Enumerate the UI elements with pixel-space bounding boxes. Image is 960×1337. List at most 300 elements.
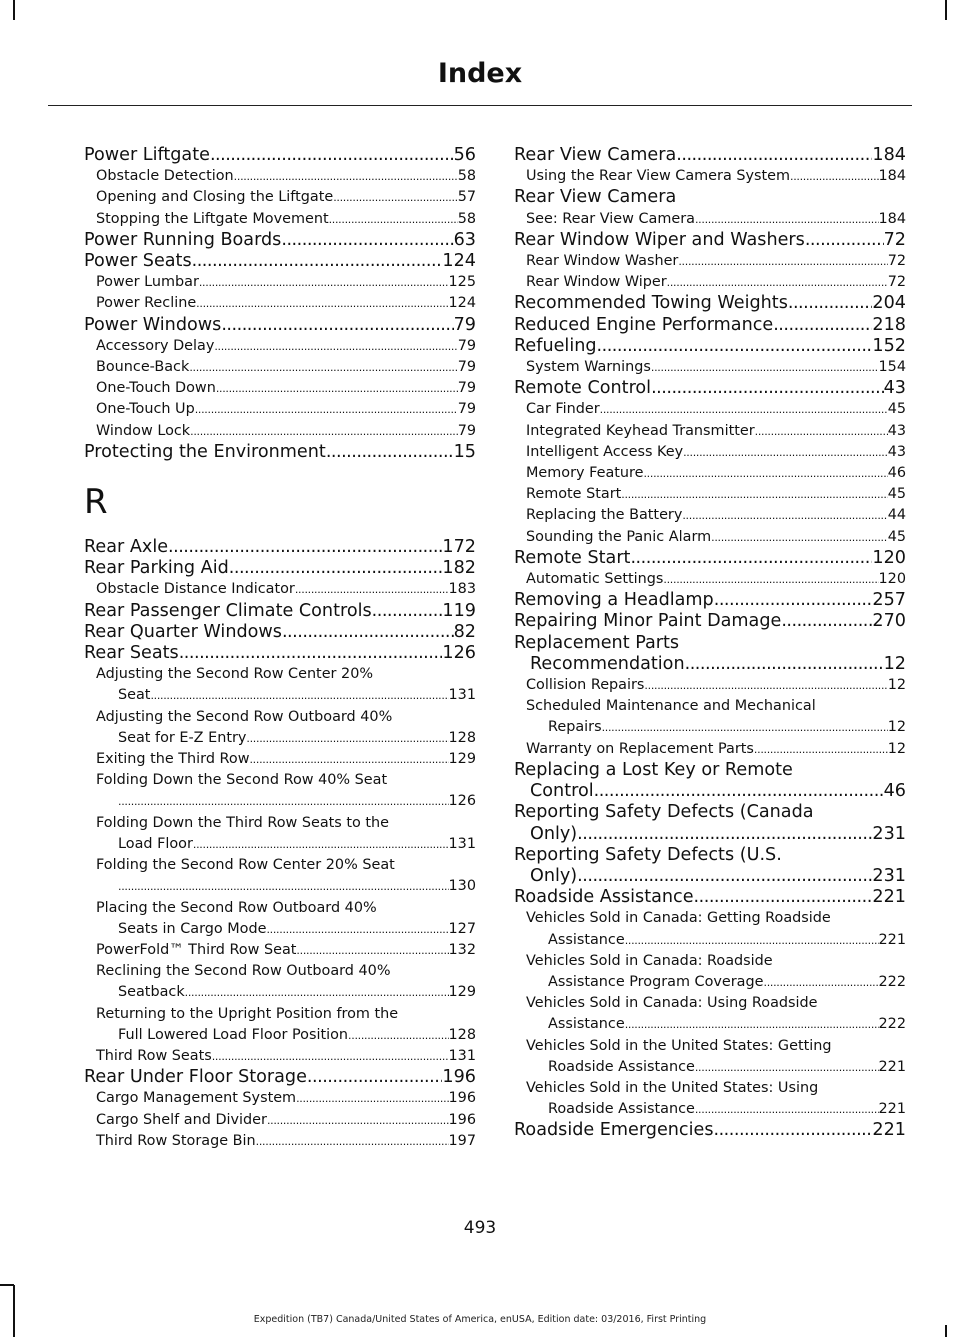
- page-ref: 130: [448, 878, 476, 895]
- page-ref: 45: [887, 528, 906, 545]
- entry-label: Power Windows: [84, 314, 222, 335]
- entry-label: Memory Feature: [526, 465, 644, 482]
- page-ref: 172: [442, 537, 476, 558]
- index-subentry: [84, 209, 476, 230]
- leader-dots: [694, 887, 873, 908]
- leader-dots: [168, 537, 442, 558]
- index-entry: [84, 622, 476, 643]
- entry-label: Window Lock: [96, 422, 191, 439]
- index-subentry: [84, 1131, 476, 1152]
- leader-dots: [214, 336, 457, 357]
- entry-label: Rear Window Wiper and Washers: [514, 229, 805, 250]
- index-entry: [514, 760, 906, 802]
- leader-dots: [326, 442, 454, 463]
- leader-dots: [695, 1057, 879, 1078]
- page-ref: 12: [883, 653, 906, 674]
- index-subentry: [84, 940, 476, 961]
- leader-dots: [754, 739, 888, 760]
- entry-label: Integrated Keyhead Transmitter: [526, 422, 755, 439]
- leader-dots: [333, 187, 457, 208]
- page-ref: 222: [878, 973, 906, 990]
- index-subentry: [84, 187, 476, 208]
- entry-label: Rear Quarter Windows: [84, 621, 282, 642]
- leader-dots: [597, 336, 873, 357]
- index-subentry: [514, 951, 906, 993]
- entry-label: PowerFold™ Third Row Seat: [96, 941, 297, 958]
- page-ref: 58: [457, 168, 476, 185]
- leader-dots: [685, 654, 884, 675]
- entry-label: Vehicles Sold in the United States: Using: [526, 1079, 819, 1096]
- page-ref: 127: [448, 920, 476, 937]
- leader-dots: [643, 463, 887, 484]
- entry-label: Repairing Minor Paint Damage: [514, 611, 782, 632]
- index-subentry: [84, 378, 476, 399]
- page-ref: 72: [887, 253, 906, 270]
- entry-label: Power Recline: [96, 295, 197, 312]
- index-entry: [514, 845, 906, 887]
- entry-label: Cargo Management System: [96, 1090, 297, 1107]
- leader-dots: [663, 569, 878, 590]
- leader-dots: [805, 230, 884, 251]
- page-ref: 79: [453, 314, 476, 335]
- leader-dots: [577, 866, 872, 887]
- entry-label: Using the Rear View Camera System: [526, 168, 790, 185]
- index-entry: [514, 548, 906, 569]
- page-ref: 15: [453, 441, 476, 462]
- index-subentry: [514, 696, 906, 738]
- leader-dots: [282, 622, 454, 643]
- index-subentry: [514, 209, 906, 230]
- index-subentry: [84, 336, 476, 357]
- page-ref: 12: [887, 740, 906, 757]
- entry-label: Reporting Safety Defects (U.S.: [514, 844, 782, 865]
- section-letter: R: [84, 482, 108, 523]
- entry-label: Roadside Emergencies: [514, 1120, 714, 1141]
- index-entry: [84, 643, 476, 664]
- entry-label: Bounce-Back: [96, 359, 190, 376]
- entry-label-continued: Repairs: [548, 719, 602, 736]
- page-ref: 79: [457, 359, 476, 376]
- leader-dots: [600, 399, 888, 420]
- page-ref: 44: [887, 507, 906, 524]
- entry-label: Collision Repairs: [526, 677, 645, 694]
- page-ref: 45: [887, 401, 906, 418]
- page-ref: 184: [878, 168, 906, 185]
- entry-label-continued: Seat: [118, 687, 151, 704]
- index-entry: [514, 187, 906, 208]
- index-subentry: [514, 166, 906, 187]
- leader-dots: [192, 251, 443, 272]
- index-subentry: [84, 579, 476, 600]
- crop-mark-top-left: [13, 0, 15, 20]
- page-ref: 184: [878, 210, 906, 227]
- index-subentry: [84, 898, 476, 940]
- page-ref: 79: [457, 380, 476, 397]
- page-ref: 196: [448, 1090, 476, 1107]
- entry-label: Folding Down the Third Row Seats to the: [96, 814, 390, 831]
- page-ref: 182: [442, 558, 476, 579]
- leader-dots: [625, 1014, 879, 1035]
- leader-dots: [266, 919, 448, 940]
- crop-mark-bottom-left: [13, 1285, 15, 1337]
- page-ref: 124: [448, 295, 476, 312]
- entry-label: Rear Parking Aid: [84, 558, 229, 579]
- entry-label: Warranty on Replacement Parts: [526, 740, 754, 757]
- index-subentry: [514, 505, 906, 526]
- index-subentry: [514, 484, 906, 505]
- entry-label: Roadside Assistance: [514, 887, 694, 908]
- page-ref: 131: [448, 1047, 476, 1064]
- entry-label: Refueling: [514, 335, 597, 356]
- leader-dots: [781, 611, 872, 632]
- entry-label: Intelligent Access Key: [526, 443, 684, 460]
- entry-label: Folding the Second Row Center 20% Seat: [96, 857, 395, 874]
- crop-mark-bottom-left-h: [0, 1284, 14, 1286]
- page-ref: 129: [448, 984, 476, 1001]
- index-entry: [84, 251, 476, 272]
- index-entry: [84, 230, 476, 251]
- page-ref: 257: [872, 590, 906, 611]
- leader-dots: [118, 876, 449, 897]
- leader-dots: [307, 1067, 442, 1088]
- entry-label: Power Liftgate: [84, 145, 210, 165]
- page-title: Index: [437, 58, 523, 89]
- entry-label: Stopping the Liftgate Movement: [96, 210, 329, 227]
- entry-label: Vehicles Sold in the United States: Getting: [526, 1037, 832, 1054]
- leader-dots: [711, 527, 888, 548]
- entry-label: Vehicles Sold in Canada: Using Roadside: [526, 995, 818, 1012]
- leader-dots: [788, 293, 873, 314]
- entry-label: Accessory Delay: [96, 337, 215, 354]
- entry-label: Rear Passenger Climate Controls: [84, 600, 372, 621]
- page-ref: 79: [457, 337, 476, 354]
- entry-label-continued: Seats in Cargo Mode: [118, 920, 267, 937]
- entry-label: Adjusting the Second Row Outboard 40%: [96, 708, 393, 725]
- page-ref: 82: [453, 621, 476, 642]
- leader-dots: [150, 685, 448, 706]
- page-ref: 131: [448, 687, 476, 704]
- index-entry: [514, 293, 906, 314]
- page-ref: 45: [887, 486, 906, 503]
- leader-dots: [695, 209, 879, 230]
- index-subentry: [514, 399, 906, 420]
- page-ref: 125: [448, 274, 476, 291]
- page-ref: 72: [883, 229, 906, 250]
- page-ref: 221: [872, 887, 906, 908]
- leader-dots: [193, 834, 449, 855]
- leader-dots: [602, 717, 888, 738]
- page-ref: 221: [872, 1120, 906, 1141]
- entry-label: Obstacle Distance Indicator: [96, 581, 295, 598]
- entry-label: Remote Control: [514, 378, 652, 399]
- index-subentry: [514, 463, 906, 484]
- page-ref: 119: [442, 600, 476, 621]
- leader-dots: [577, 824, 872, 845]
- index-subentry: [84, 293, 476, 314]
- leader-dots: [229, 558, 443, 579]
- index-subentry: [84, 166, 476, 187]
- entry-label: One-Touch Up: [96, 401, 195, 418]
- entry-label: Rear Window Wiper: [526, 274, 667, 291]
- index-entry: [514, 590, 906, 611]
- entry-label: Power Seats: [84, 251, 192, 272]
- page-ref: 126: [442, 643, 476, 664]
- leader-dots: [621, 484, 887, 505]
- entry-label: System Warnings: [526, 359, 651, 376]
- entry-label-continued: Only): [530, 823, 578, 844]
- entry-label: Rear View Camera: [514, 145, 677, 165]
- page-ref: 131: [448, 835, 476, 852]
- page-ref: 231: [872, 823, 906, 844]
- entry-label: Automatic Settings: [526, 571, 664, 588]
- entry-label: Recommended Towing Weights: [514, 293, 788, 314]
- page-ref: 43: [887, 422, 906, 439]
- leader-dots: [676, 145, 872, 166]
- entry-label: Reclining the Second Row Outboard 40%: [96, 963, 391, 980]
- page-ref: 124: [442, 251, 476, 272]
- page-ref: 43: [883, 378, 906, 399]
- index-entry: [84, 1067, 476, 1088]
- leader-dots: [295, 579, 449, 600]
- page-ref: 196: [448, 1111, 476, 1128]
- page-ref: 218: [872, 314, 906, 335]
- index-subentry: [514, 908, 906, 950]
- entry-label: Rear Axle: [84, 537, 169, 558]
- entry-label: Vehicles Sold in Canada: Getting Roadside: [526, 910, 831, 927]
- leader-dots: [185, 982, 449, 1003]
- index-entry: [514, 315, 906, 336]
- index-subentry: [84, 272, 476, 293]
- index-subentry: [84, 749, 476, 770]
- entry-label: Replacing a Lost Key or Remote: [514, 759, 793, 780]
- page-ref: 128: [448, 1026, 476, 1043]
- leader-dots: [348, 1025, 448, 1046]
- index-subentry: [84, 707, 476, 749]
- index-subentry: [514, 527, 906, 548]
- index-entry: [514, 802, 906, 844]
- page-ref: 63: [453, 229, 476, 250]
- entry-label: Vehicles Sold in Canada: Roadside: [526, 952, 773, 969]
- index-entry: [84, 145, 476, 166]
- page-ref: 79: [457, 422, 476, 439]
- index-subentry: [84, 813, 476, 855]
- leader-dots: [190, 421, 458, 442]
- entry-label: Exiting the Third Row: [96, 751, 250, 768]
- entry-label: Sounding the Panic Alarm: [526, 528, 712, 545]
- leader-dots: [281, 230, 453, 251]
- crop-mark-bottom-right: [945, 1325, 947, 1337]
- page-ref: 132: [448, 941, 476, 958]
- index-subentry: [514, 272, 906, 293]
- page-ref: 12: [887, 677, 906, 694]
- entry-label-continued: Assistance Program Coverage: [548, 973, 764, 990]
- page-ref: 221: [878, 1101, 906, 1118]
- entry-label-continued: Assistance: [548, 1016, 625, 1033]
- index-subentry: [84, 855, 476, 897]
- leader-dots: [682, 505, 887, 526]
- leader-dots: [296, 940, 448, 961]
- index-entry: [84, 315, 476, 336]
- entry-label: Reporting Safety Defects (Canada: [514, 802, 814, 823]
- entry-label-continued: Seatback: [118, 984, 185, 1001]
- entry-label: Rear Window Washer: [526, 253, 679, 270]
- leader-dots: [210, 145, 454, 166]
- entry-label: Removing a Headlamp: [514, 590, 714, 611]
- index-entry: [84, 537, 476, 558]
- page-ref: 221: [878, 931, 906, 948]
- index-subentry: [514, 675, 906, 696]
- entry-label-continued: Only): [530, 865, 578, 886]
- leader-dots: [683, 442, 888, 463]
- entry-label: Rear View Camera: [514, 187, 677, 208]
- index-entry: [514, 1120, 906, 1141]
- page-ref: 120: [872, 547, 906, 568]
- page-ref: 196: [442, 1067, 476, 1088]
- leader-dots: [630, 548, 872, 569]
- entry-label: Opening and Closing the Liftgate: [96, 189, 334, 206]
- index-subentry: [514, 1036, 906, 1078]
- entry-label: One-Touch Down: [96, 380, 216, 397]
- leader-dots: [651, 378, 884, 399]
- index-entry: [84, 558, 476, 579]
- page-ref: 46: [883, 781, 906, 802]
- index-entry: [514, 230, 906, 251]
- leader-dots: [296, 1088, 448, 1109]
- index-entry: [514, 633, 906, 675]
- page-ref: 184: [872, 145, 906, 165]
- leader-dots: [196, 293, 448, 314]
- entry-label: Replacement Parts: [514, 632, 680, 653]
- page-ref: 231: [872, 865, 906, 886]
- leader-dots: [329, 209, 458, 230]
- page-ref: 72: [887, 274, 906, 291]
- entry-label: Reduced Engine Performance: [514, 314, 774, 335]
- entry-label: Scheduled Maintenance and Mechanical: [526, 698, 816, 715]
- leader-dots: [118, 791, 449, 812]
- entry-label: Returning to the Upright Position from the: [96, 1005, 399, 1022]
- index-subentry: [514, 569, 906, 590]
- leader-dots: [221, 315, 453, 336]
- entry-label: Remote Start: [514, 547, 631, 568]
- index-subentry: [84, 357, 476, 378]
- index-entry: [514, 611, 906, 632]
- page-ref: 120: [878, 571, 906, 588]
- page-ref: 57: [457, 189, 476, 206]
- page-ref: 197: [448, 1132, 476, 1149]
- index-entry: [84, 601, 476, 622]
- leader-dots: [790, 166, 879, 187]
- leader-dots: [216, 378, 458, 399]
- page-ref: 154: [878, 359, 906, 376]
- leader-dots: [625, 930, 879, 951]
- entry-label: Obstacle Detection: [96, 168, 234, 185]
- page-ref: 221: [878, 1058, 906, 1075]
- entry-label: Remote Start: [526, 486, 622, 503]
- entry-label-continued: Roadside Assistance: [548, 1058, 695, 1075]
- page-ref: 58: [457, 210, 476, 227]
- index-entry: [514, 336, 906, 357]
- index-column-right: [514, 145, 906, 1142]
- leader-dots: [246, 728, 448, 749]
- entry-label: Third Row Seats: [96, 1047, 212, 1064]
- page-ref: 128: [448, 729, 476, 746]
- leader-dots: [189, 357, 457, 378]
- page-ref: 46: [887, 465, 906, 482]
- entry-label-continued: Full Lowered Load Floor Position: [118, 1026, 349, 1043]
- leader-dots: [256, 1131, 449, 1152]
- leader-dots: [713, 1120, 872, 1141]
- entry-label: Car Finder: [526, 401, 600, 418]
- page-ref: 129: [448, 751, 476, 768]
- page-ref: 126: [448, 793, 476, 810]
- index-subentry: [84, 1046, 476, 1067]
- leader-dots: [651, 357, 879, 378]
- index-subentry: [84, 961, 476, 1003]
- index-subentry: [84, 770, 476, 812]
- leader-dots: [667, 272, 888, 293]
- index-subentry: [84, 1004, 476, 1046]
- entry-label: Rear Under Floor Storage: [84, 1067, 307, 1088]
- page-ref: 152: [872, 335, 906, 356]
- entry-label-continued: Recommendation: [530, 653, 685, 674]
- page-ref: 79: [457, 401, 476, 418]
- leader-dots: [773, 315, 872, 336]
- leader-dots: [714, 590, 873, 611]
- index-subentry: [84, 664, 476, 706]
- crop-mark-top-right: [945, 0, 947, 20]
- entry-label: Adjusting the Second Row Center 20%: [96, 666, 374, 683]
- index-subentry: [84, 421, 476, 442]
- index-entry: [514, 378, 906, 399]
- index-subentry: [84, 399, 476, 420]
- leader-dots: [267, 1110, 449, 1131]
- page-ref: 183: [448, 581, 476, 598]
- leader-dots: [249, 749, 448, 770]
- leader-dots: [195, 399, 458, 420]
- page-ref: 43: [887, 443, 906, 460]
- entry-label-continued: Seat for E-Z Entry: [118, 729, 247, 746]
- footer-text: Expedition (TB7) Canada/United States of America, enUSA, Edition date: 03/2016, First Printing: [253, 1314, 707, 1325]
- entry-label-continued: Assistance: [548, 931, 625, 948]
- leader-dots: [372, 601, 443, 622]
- leader-dots: [199, 272, 449, 293]
- index-subentry: [514, 357, 906, 378]
- header-rule: [48, 105, 912, 106]
- index-subentry: [514, 739, 906, 760]
- index-subentry: [514, 251, 906, 272]
- leader-dots: [234, 166, 458, 187]
- entry-label: Protecting the Environment: [84, 441, 326, 462]
- page-number: 493: [463, 1218, 497, 1238]
- page-ref: 12: [887, 719, 906, 736]
- entry-label: Placing the Second Row Outboard 40%: [96, 899, 377, 916]
- leader-dots: [755, 421, 888, 442]
- index-subentry: [514, 421, 906, 442]
- leader-dots: [764, 972, 879, 993]
- index-subentry: [514, 442, 906, 463]
- page-ref: 222: [878, 1016, 906, 1033]
- entry-label: See: Rear View Camera: [526, 210, 695, 227]
- index-entry: [84, 442, 476, 463]
- entry-label: Power Running Boards: [84, 229, 282, 250]
- index-column-left: [84, 145, 476, 1152]
- index-entry: [514, 887, 906, 908]
- entry-label-continued: Load Floor: [118, 835, 193, 852]
- index-entry: [514, 145, 906, 166]
- entry-label: Folding Down the Second Row 40% Seat: [96, 772, 388, 789]
- leader-dots: [212, 1046, 449, 1067]
- entry-label: Cargo Shelf and Divider: [96, 1111, 267, 1128]
